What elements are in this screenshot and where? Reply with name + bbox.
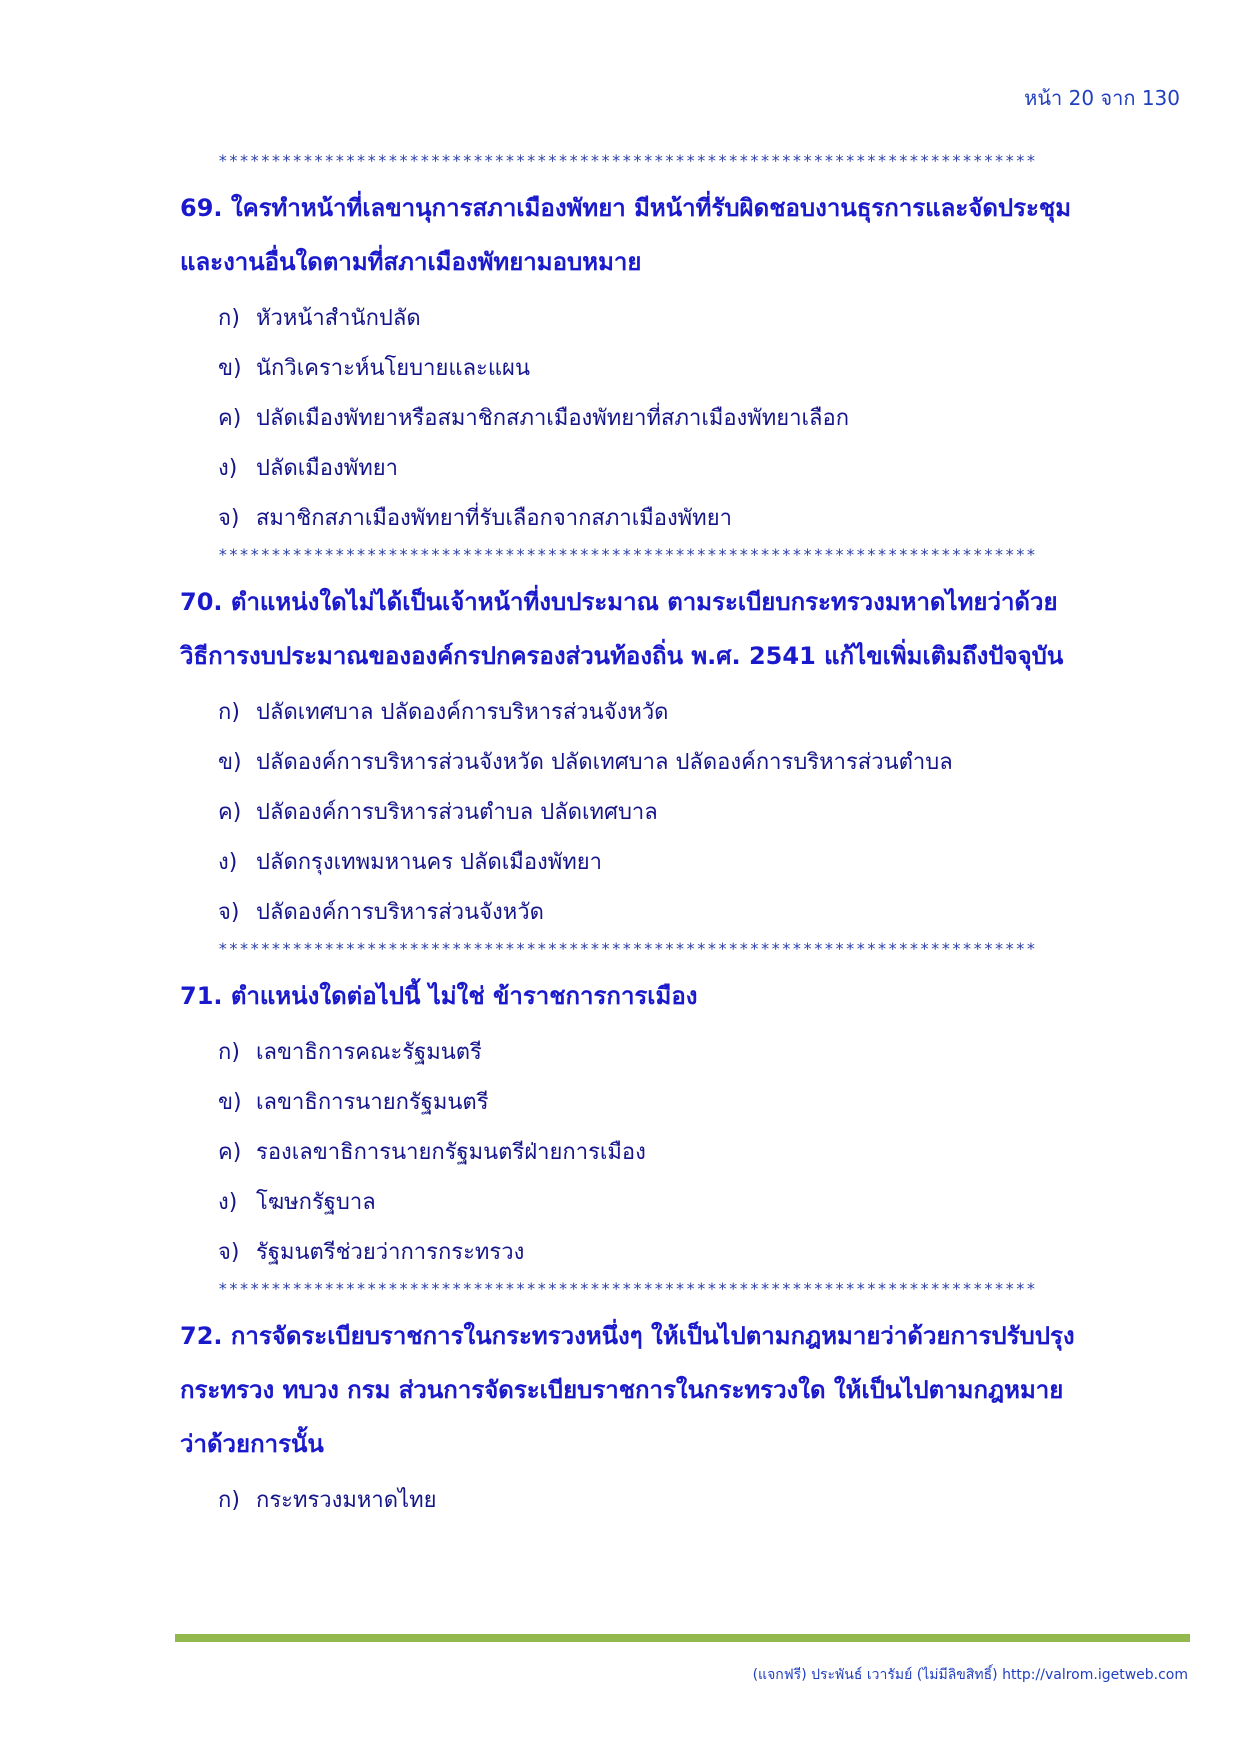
choice-letter: ง) — [218, 1190, 238, 1215]
choice-letter: ค) — [218, 1140, 242, 1165]
choice-letter: ง) — [218, 850, 238, 875]
choice-text: ปลัดกรุงเทพมหานคร ปลัดเมืองพัทยา — [256, 850, 603, 875]
choice-letter: จ) — [218, 900, 240, 925]
choice-letter: ข) — [218, 750, 242, 775]
choice-text: ปลัดเทศบาล ปลัดองค์การบริหารส่วนจังหวัด — [256, 700, 669, 725]
answer-choice — [218, 688, 1180, 738]
separator-line: ***************************************************************************** — [218, 545, 1037, 564]
choice-text: ปลัดองค์การบริหารส่วนจังหวัด — [256, 900, 544, 925]
choice-letter: ค) — [218, 406, 242, 431]
answer-choice — [218, 788, 1180, 838]
choice-text: ปลัดองค์การบริหารส่วนจังหวัด ปลัดเทศบาล ปลัดองค์การบริหารส่วนตำบล — [256, 750, 953, 775]
answer-choice — [218, 394, 1180, 444]
separator-line: ***************************************************************************** — [218, 151, 1037, 170]
question-text: 71. ตำแหน่งใดต่อไปนี้ ไม่ใช่ ข้าราชการการเมือง — [180, 982, 698, 1010]
page-number: หน้า 20 จาก 130 — [1024, 86, 1180, 110]
footer-divider — [175, 1634, 1190, 1642]
choice-letter: ง) — [218, 456, 238, 481]
answer-choice — [218, 1228, 1180, 1278]
answer-choice — [218, 838, 1180, 888]
question-text: 69. ใครทำหน้าที่เลขานุการสภาเมืองพัทยา มีหน้าที่รับผิดชอบงานธุรการและจัดประชุม — [180, 194, 1072, 222]
question-text: 72. การจัดระเบียบราชการในกระทรวงหนึ่งๆ ให้เป็นไปตามกฎหมายว่าด้วยการปรับปรุง — [180, 1322, 1075, 1350]
choice-text: โฆษกรัฐบาล — [256, 1190, 376, 1215]
answer-choice — [218, 1078, 1180, 1128]
choice-text: สมาชิกสภาเมืองพัทยาที่รับเลือกจากสภาเมืองพัทยา — [256, 506, 732, 531]
answer-choice — [218, 444, 1180, 494]
separator-line: ***************************************************************************** — [218, 1279, 1037, 1298]
choice-text: หัวหน้าสำนักปลัด — [256, 306, 421, 331]
choice-text: เลขาธิการคณะรัฐมนตรี — [256, 1040, 482, 1065]
choice-letter: ก) — [218, 306, 240, 331]
answer-choice — [218, 1476, 1180, 1526]
choice-letter: ก) — [218, 1040, 240, 1065]
choice-letter: ข) — [218, 1090, 242, 1115]
choice-text: กระทรวงมหาดไทย — [256, 1488, 437, 1513]
choice-text: เลขาธิการนายกรัฐมนตรี — [256, 1090, 489, 1115]
choice-letter: จ) — [218, 506, 240, 531]
choice-text: ปลัดเมืองพัทยาหรือสมาชิกสภาเมืองพัทยาที่สภาเมืองพัทยาเลือก — [256, 406, 850, 431]
answer-choice — [218, 1028, 1180, 1078]
answer-choice — [218, 1178, 1180, 1228]
question-text: กระทรวง ทบวง กรม ส่วนการจัดระเบียบราชการในกระทรวงใด ให้เป็นไปตามกฎหมาย — [180, 1376, 1064, 1404]
choice-letter: ก) — [218, 1488, 240, 1513]
question-text: และงานอื่นใดตามที่สภาเมืองพัทยามอบหมาย — [180, 248, 642, 276]
choice-letter: ข) — [218, 356, 242, 381]
choice-letter: ก) — [218, 700, 240, 725]
answer-choice — [218, 888, 1180, 938]
choice-letter: ค) — [218, 800, 242, 825]
choice-text: ปลัดองค์การบริหารส่วนตำบล ปลัดเทศบาล — [256, 800, 658, 825]
answer-choice — [218, 494, 1180, 544]
question-text: ว่าด้วยการนั้น — [180, 1430, 324, 1458]
answer-choice — [218, 738, 1180, 788]
separator-line: ***************************************************************************** — [218, 939, 1037, 958]
choice-letter: จ) — [218, 1240, 240, 1265]
answer-choice — [218, 294, 1180, 344]
choice-text: รัฐมนตรีช่วยว่าการกระทรวง — [256, 1240, 525, 1265]
footer-text: (แจกฟรี) ประพันธ์ เวารัมย์ (ไม่มีลิขสิทธิ์) http://valrom.igetweb.com — [752, 1667, 1188, 1683]
choice-text: นักวิเคราะห์นโยบายและแผน — [256, 356, 530, 381]
choice-text: ปลัดเมืองพัทยา — [256, 456, 398, 481]
answer-choice — [218, 1128, 1180, 1178]
question-text: วิธีการงบประมาณขององค์กรปกครองส่วนท้องถิ่น พ.ศ. 2541 แก้ไขเพิ่มเติมถึงปัจจุบัน — [180, 642, 1064, 670]
choice-text: รองเลขาธิการนายกรัฐมนตรีฝ่ายการเมือง — [256, 1140, 646, 1165]
document-content — [180, 150, 1180, 1526]
question-text: 70. ตำแหน่งใดไม่ได้เป็นเจ้าหน้าที่งบประมาณ ตามระเบียบกระทรวงมหาดไทยว่าด้วย — [180, 588, 1058, 616]
answer-choice — [218, 344, 1180, 394]
